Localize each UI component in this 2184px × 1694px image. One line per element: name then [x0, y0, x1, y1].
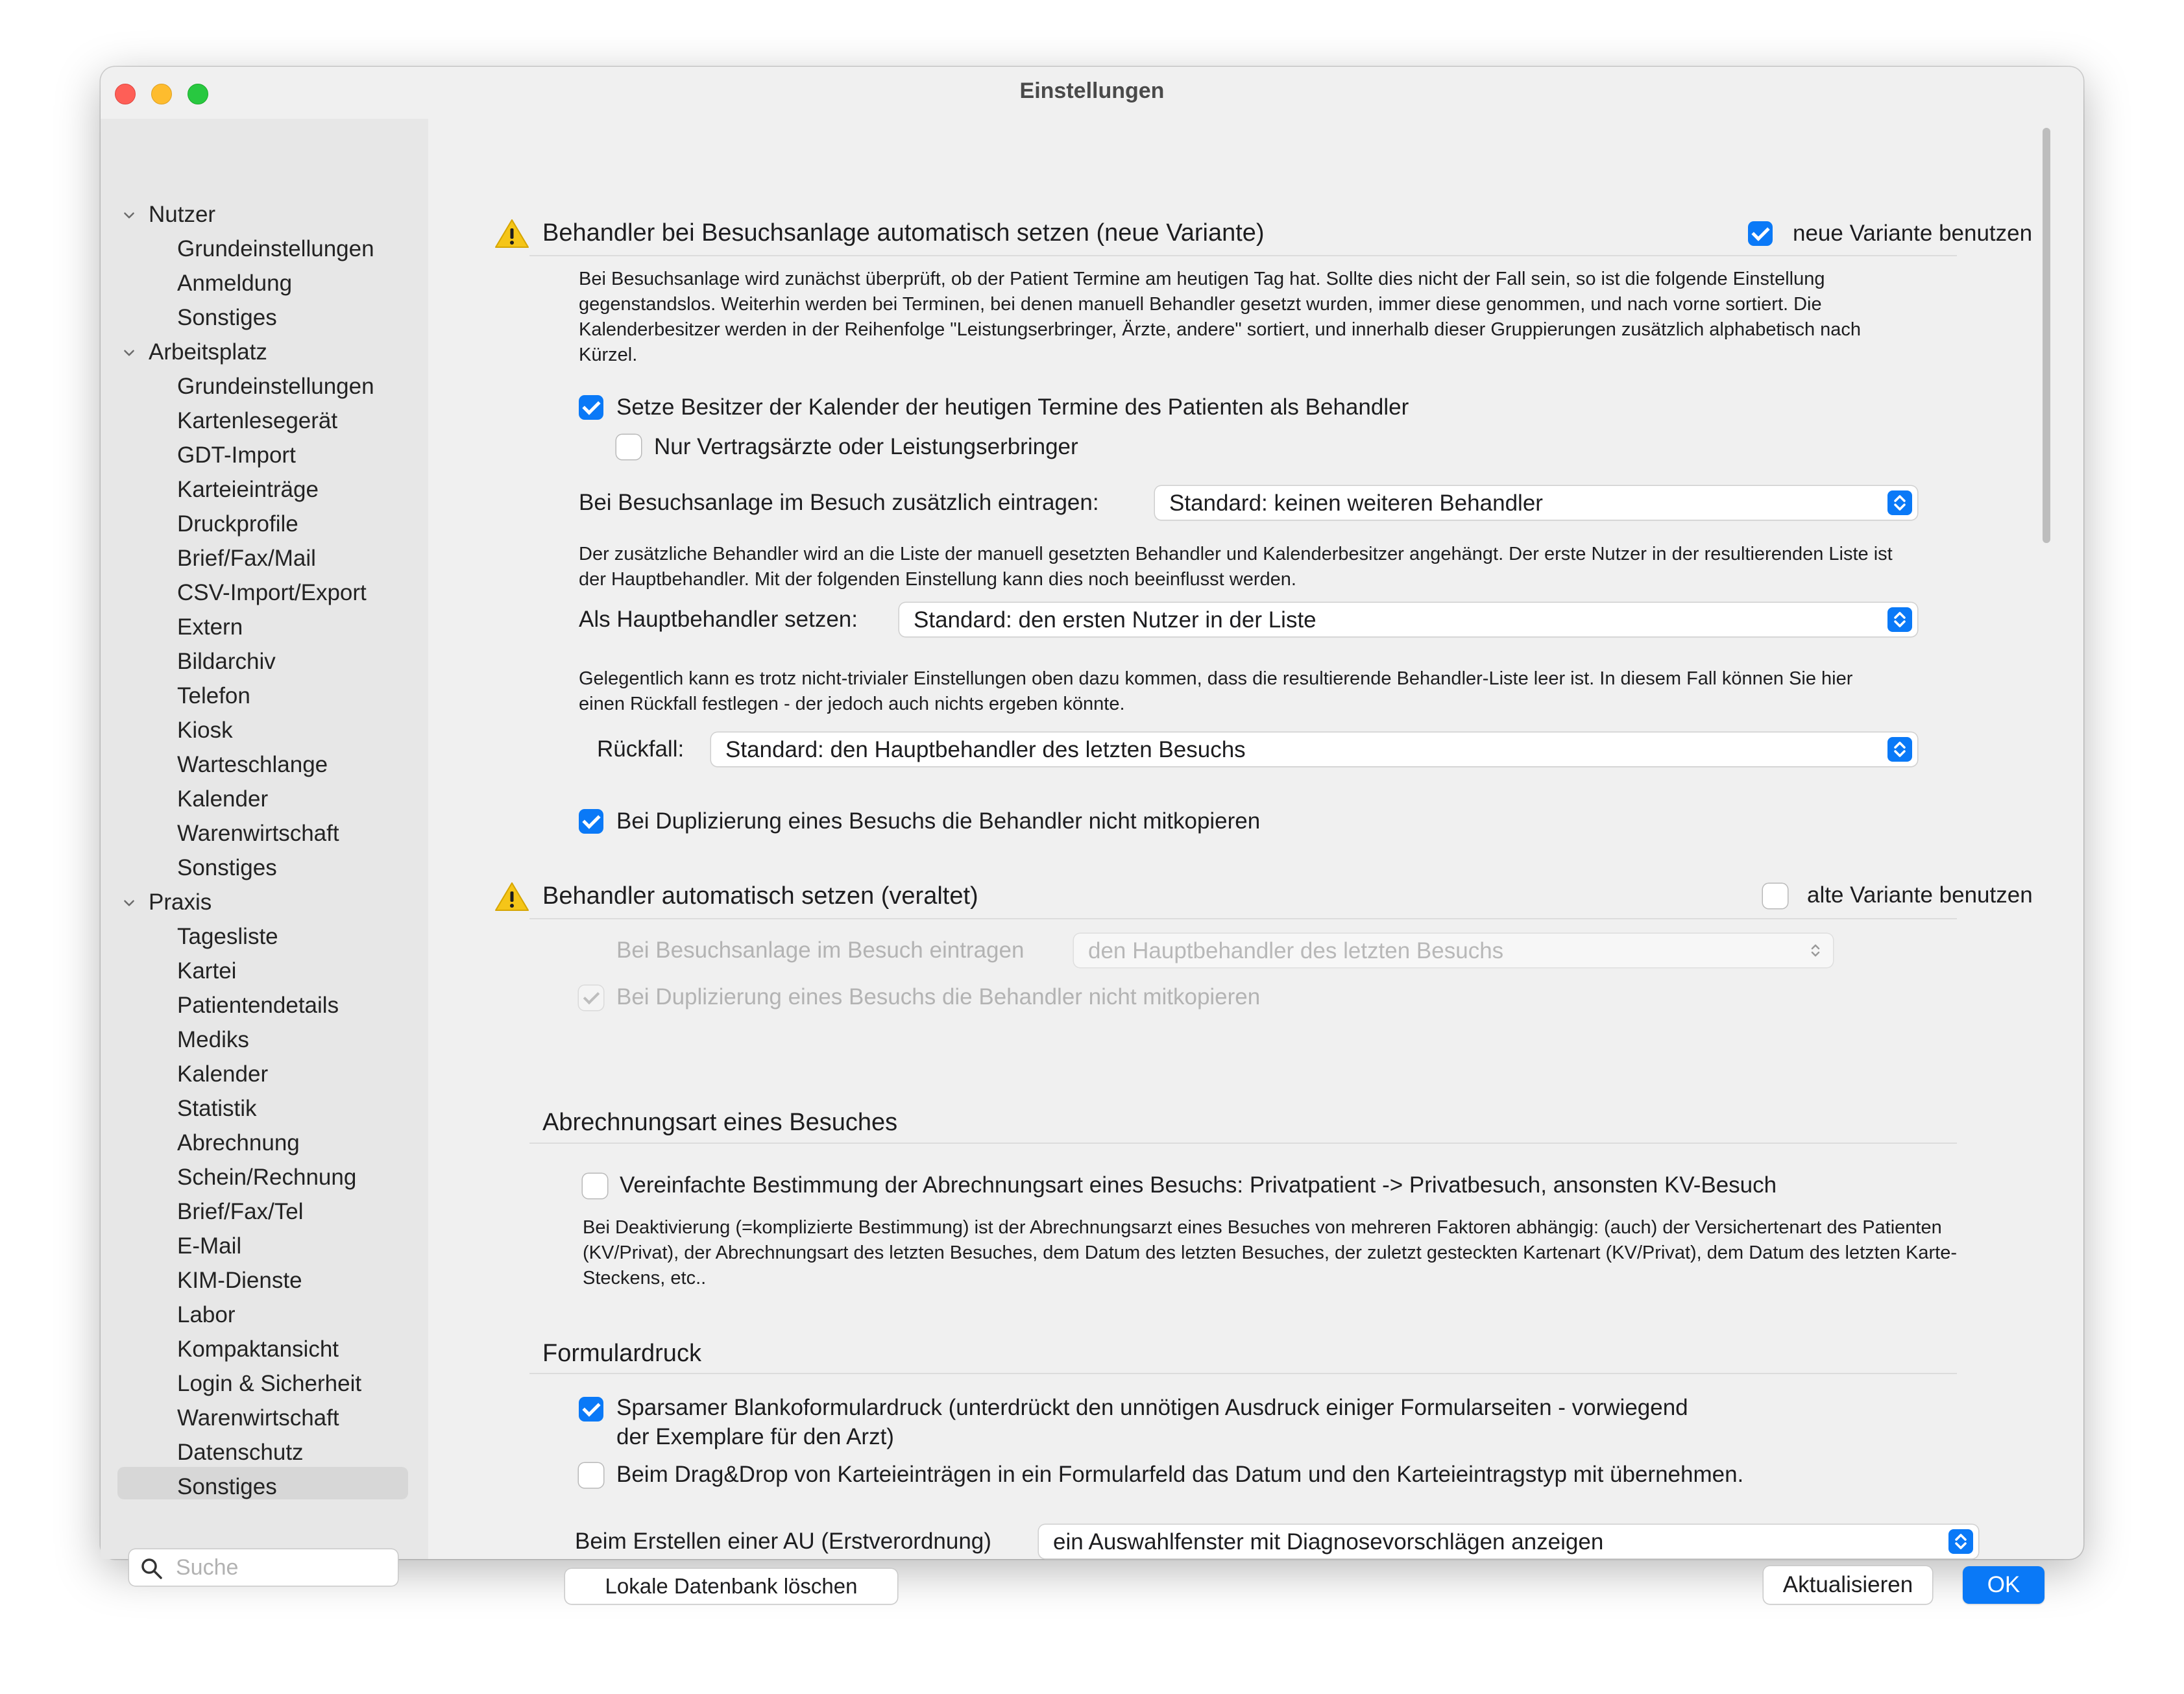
- main-practitioner-label: Als Hauptbehandler setzen:: [579, 607, 858, 632]
- sidebar-item[interactable]: Kalender: [177, 786, 269, 812]
- additional-practitioner-value: Standard: keinen weiteren Behandler: [1169, 490, 1543, 516]
- section-new-description: Bei Besuchsanlage wird zunächst überprüft, ob der Patient Termine am heutigen Tag hat. Sollte dies nicht der Fall sein, so ist die folgende Einstellung gegenstandslos. Weiterhin werden bei Terminen, bei denen manuell Behandler gesetzt wurden, immer diese genommen, und nach vorne sortiert. Die Kalenderbesitzer werden in der Reihenfolge "Leistungserbringer, Ärzte, andere" sortiert, und innerhalb dieser Gruppierungen zusätzlich alphabetisch nach Kürzel.: [579, 269, 1862, 365]
- blank-form-checkbox[interactable]: [579, 1397, 603, 1422]
- refresh-button[interactable]: Aktualisieren: [1764, 1566, 1932, 1604]
- fallback-note: Gelegentlich kann es trotz nicht-trivialer Einstellungen oben dazu kommen, dass die resultierende Behandler-Liste leer ist. In diesem Fall können Sie hier einen Rückfall festlegen - der jedoch auch nichts ergeben könnte.: [579, 668, 1853, 714]
- section-divider: [529, 918, 1957, 919]
- popup-arrows-icon: [1803, 938, 1828, 963]
- main-practitioner-popup[interactable]: [899, 603, 1917, 636]
- content-scrollbar[interactable]: [2040, 124, 2052, 1493]
- duplicate-no-copy-label: Bei Duplizierung eines Besuchs die Behandler nicht mitkopieren: [616, 808, 1261, 834]
- sidebar-item[interactable]: Brief/Fax/Tel: [177, 1199, 304, 1224]
- sidebar-item[interactable]: Warenwirtschaft: [177, 1405, 339, 1431]
- settings-window: [101, 67, 2083, 1598]
- sidebar: [101, 119, 428, 1580]
- au-label: Beim Erstellen einer AU (Erstverordnung): [575, 1529, 991, 1554]
- window-title: Einstellungen: [1019, 79, 1165, 103]
- old-variant-checkbox[interactable]: [1763, 884, 1788, 908]
- section-old-title: Behandler automatisch setzen (veraltet): [542, 882, 978, 910]
- only-contract-checkbox[interactable]: [616, 435, 641, 459]
- old-enter-popup: [1074, 934, 1833, 967]
- settings-content: [428, 119, 2083, 1598]
- section-billing-title: Abrechnungsart eines Besuches: [542, 1109, 898, 1136]
- sidebar-item[interactable]: Telefon: [177, 683, 250, 708]
- old-duplicate-label: Bei Duplizierung eines Besuchs die Behandler nicht mitkopieren: [616, 984, 1261, 1010]
- sidebar-item[interactable]: Sonstiges: [177, 1474, 277, 1499]
- simplified-billing-label: Vereinfachte Bestimmung der Abrechnungsart eines Besuchs: Privatpatient -> Privatbesuch, ansonsten KV-Besuch: [620, 1172, 1777, 1198]
- section-divider: [529, 1373, 1957, 1374]
- duplicate-no-copy-checkbox[interactable]: [579, 809, 603, 834]
- old-duplicate-checkbox: [579, 986, 603, 1010]
- sidebar-item[interactable]: Kompaktansicht: [177, 1337, 339, 1362]
- main-practitioner-value: Standard: den ersten Nutzer in der Liste: [914, 607, 1316, 633]
- additional-practitioner-label: Bei Besuchsanlage im Besuch zusätzlich eintragen:: [579, 490, 1099, 515]
- dragdrop-label: Beim Drag&Drop von Karteieinträgen in ein Formularfeld das Datum und den Karteieintragstyp mit übernehmen.: [616, 1462, 1744, 1487]
- section-divider: [529, 255, 1957, 256]
- sidebar-item[interactable]: Kartenlesegerät: [177, 408, 338, 433]
- sidebar-item[interactable]: E-Mail: [177, 1233, 242, 1259]
- sidebar-item[interactable]: Kiosk: [177, 718, 233, 743]
- disclosure-chevron-icon[interactable]: [123, 897, 135, 909]
- sidebar-item[interactable]: Sonstiges: [177, 305, 277, 330]
- sidebar-item[interactable]: Anmeldung: [177, 271, 293, 296]
- delete-local-db-button[interactable]: Lokale Datenbank löschen: [565, 1569, 897, 1604]
- au-value: ein Auswahlfenster mit Diagnosevorschlägen anzeigen: [1053, 1529, 1604, 1555]
- blank-form-label-line1: Sparsamer Blankoformulardruck (unterdrückt den unnötigen Ausdruck einiger Formularseiten - vorwiegend: [616, 1395, 1688, 1420]
- title-bar: [101, 67, 2083, 119]
- sidebar-item[interactable]: Kalender: [177, 1061, 269, 1087]
- popup-arrows-icon: [1887, 490, 1912, 515]
- only-contract-label: Nur Vertragsärzte oder Leistungserbringer: [654, 434, 1078, 459]
- popup-arrows-icon: [1887, 607, 1912, 632]
- sidebar-item[interactable]: Warenwirtschaft: [177, 821, 339, 846]
- sidebar-item[interactable]: GDT-Import: [177, 442, 296, 468]
- ok-button[interactable]: OK: [1963, 1566, 2044, 1604]
- sidebar-item[interactable]: Brief/Fax/Mail: [177, 546, 316, 571]
- search-placeholder: Suche: [176, 1555, 239, 1580]
- scrollbar-thumb[interactable]: [2043, 128, 2050, 543]
- sidebar-item[interactable]: CSV-Import/Export: [177, 580, 367, 605]
- section-divider: [529, 1143, 1957, 1144]
- sidebar-group-arbeitsplatz[interactable]: Arbeitsplatz: [149, 339, 267, 365]
- sidebar-item[interactable]: Statistik: [177, 1096, 257, 1121]
- sidebar-item[interactable]: Grundeinstellungen: [177, 236, 374, 261]
- sidebar-item[interactable]: Bildarchiv: [177, 649, 276, 674]
- sidebar-item[interactable]: Schein/Rechnung: [177, 1165, 357, 1190]
- sidebar-item[interactable]: Kartei: [177, 958, 237, 984]
- sidebar-item[interactable]: KIM-Dienste: [177, 1268, 302, 1293]
- fallback-popup[interactable]: [711, 732, 1917, 766]
- disclosure-chevron-icon[interactable]: [123, 210, 135, 221]
- blank-form-label-line2: der Exemplare für den Arzt): [616, 1424, 894, 1449]
- calendar-owner-checkbox[interactable]: [579, 395, 603, 420]
- section-new-title: Behandler bei Besuchsanlage automatisch setzen (neue Variante): [542, 219, 1265, 247]
- sidebar-item[interactable]: Login & Sicherheit: [177, 1371, 362, 1396]
- old-variant-label: alte Variante benutzen: [1807, 882, 2033, 908]
- sidebar-item[interactable]: Tagesliste: [177, 924, 278, 949]
- dragdrop-checkbox[interactable]: [579, 1463, 603, 1488]
- simplified-billing-checkbox[interactable]: [583, 1174, 607, 1198]
- sidebar-item[interactable]: Abrechnung: [177, 1130, 300, 1156]
- additional-practitioner-popup[interactable]: [1155, 486, 1917, 520]
- disclosure-chevron-icon[interactable]: [123, 347, 135, 359]
- sidebar-item[interactable]: Extern: [177, 614, 243, 640]
- old-enter-label: Bei Besuchsanlage im Besuch eintragen: [616, 938, 1025, 963]
- au-popup[interactable]: [1039, 1525, 1978, 1558]
- search-icon: [141, 1558, 163, 1580]
- section-form-title: Formulardruck: [542, 1340, 701, 1367]
- popup-arrows-icon: [1948, 1529, 1973, 1554]
- new-variant-checkbox[interactable]: [1748, 221, 1773, 246]
- billing-note: Bei Deaktivierung (=komplizierte Bestimmung) ist der Abrechnungsarzt eines Besuches von mehreren Faktoren abhängig: (auch) der Versichertenart des Patienten (KV/Privat), der Abrechnungsart des letzten Besuches, dem Datum des letzten Besuches, der zuletzt gesteckten Kartenart (KV/Privat), dem Datum des letzten Karte-Steckens, etc..: [583, 1217, 1958, 1289]
- sidebar-item[interactable]: Grundeinstellungen: [177, 374, 374, 399]
- search-field[interactable]: [129, 1549, 398, 1586]
- new-variant-label: neue Variante benutzen: [1793, 221, 2033, 246]
- fallback-value: Standard: den Hauptbehandler des letzten Besuchs: [725, 737, 1246, 762]
- sidebar-item[interactable]: Datenschutz: [177, 1440, 304, 1465]
- sidebar-item[interactable]: Warteschlange: [177, 752, 328, 777]
- fallback-label: Rückfall:: [597, 736, 685, 762]
- sidebar-item[interactable]: Sonstiges: [177, 855, 277, 880]
- popup-arrows-icon: [1887, 737, 1912, 762]
- warning-icon: [494, 881, 529, 912]
- sidebar-item[interactable]: Labor: [177, 1302, 236, 1327]
- sidebar-item[interactable]: Karteieinträge: [177, 477, 319, 502]
- sidebar-item[interactable]: Patientendetails: [177, 993, 339, 1018]
- sidebar-group-praxis[interactable]: Praxis: [149, 889, 212, 915]
- sidebar-item[interactable]: Mediks: [177, 1027, 249, 1052]
- calendar-owner-label: Setze Besitzer der Kalender der heutigen Termine des Patienten als Behandler: [616, 394, 1409, 420]
- sidebar-group-nutzer[interactable]: Nutzer: [149, 202, 216, 227]
- warning-icon: [494, 218, 529, 249]
- old-enter-value: den Hauptbehandler des letzten Besuchs: [1088, 938, 1504, 963]
- additional-practitioner-note: Der zusätzliche Behandler wird an die Liste der manuell gesetzten Behandler und Kalenderbesitzer angehängt. Der erste Nutzer in der resultierenden Liste ist der Hauptbehandler. Mit der folgenden Einstellung kann dies noch beeinflusst werden.: [579, 544, 1893, 590]
- sidebar-item[interactable]: Druckprofile: [177, 511, 298, 537]
